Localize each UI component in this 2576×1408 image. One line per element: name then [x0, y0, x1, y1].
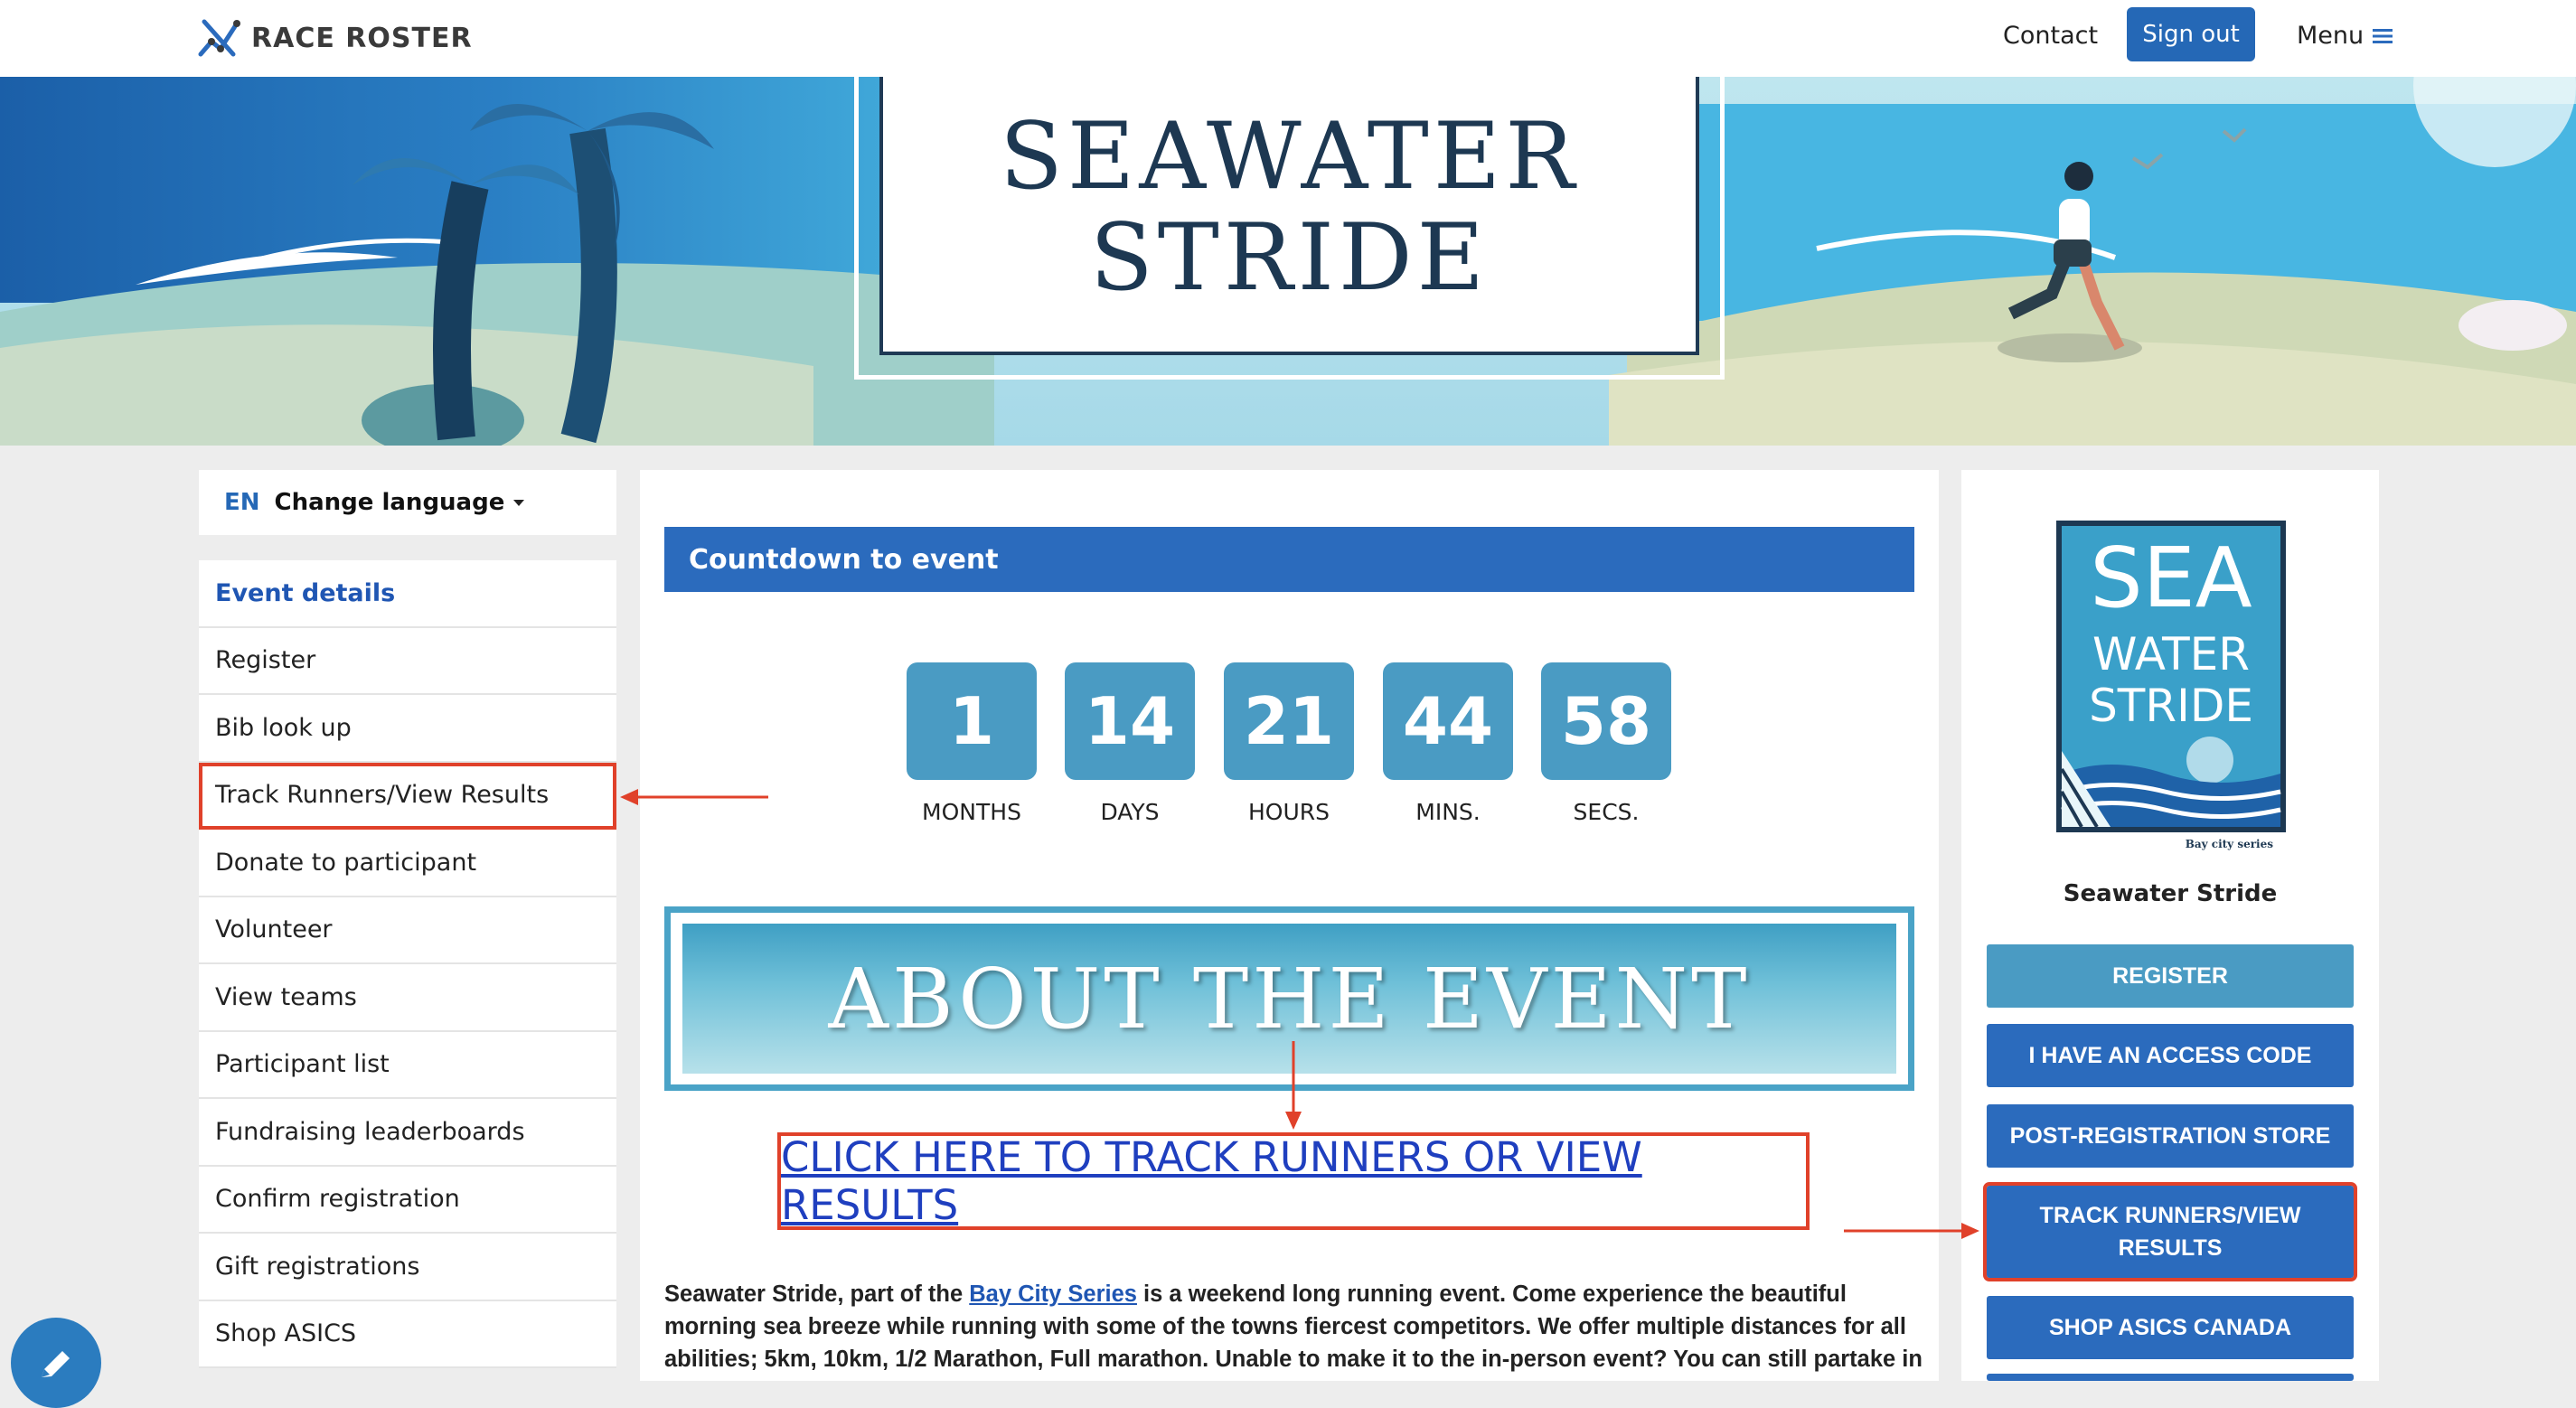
access-code-button[interactable]: I HAVE AN ACCESS CODE: [1987, 1024, 2354, 1087]
sidebar-item-track-runners[interactable]: Track Runners/View Results: [199, 763, 616, 831]
next-button-partial[interactable]: [1987, 1374, 2354, 1381]
logo-tagline: Bay city series: [2185, 838, 2273, 850]
top-navigation: [0, 0, 2576, 77]
hamburger-icon: [2373, 28, 2393, 44]
countdown-secs-value: 58: [1541, 662, 1671, 780]
event-description: [664, 1278, 1925, 1375]
countdown-days-label: DAYS: [1100, 799, 1160, 825]
event-title: [879, 103, 1699, 312]
menu-button[interactable]: [2297, 22, 2393, 50]
about-banner: [682, 924, 1896, 1074]
sidebar-item-event-details[interactable]: Event details: [199, 560, 616, 628]
event-name: Seawater Stride: [2063, 880, 2278, 907]
track-link-highlight: [777, 1132, 1810, 1230]
sidebar-nav: [199, 560, 616, 1368]
sidebar-item-view-teams[interactable]: View teams: [199, 964, 616, 1032]
shop-asics-canada-button[interactable]: SHOP ASICS CANADA: [1987, 1296, 2354, 1359]
countdown-months-value: 1: [907, 662, 1037, 780]
brand-name: RACE ROSTER: [251, 22, 473, 54]
countdown-hours-value: 21: [1224, 662, 1354, 780]
countdown-days-value: 14: [1065, 662, 1195, 780]
post-registration-store-button[interactable]: POST-REGISTRATION STORE: [1987, 1104, 2354, 1168]
sidebar-item-confirm-registration[interactable]: Confirm registration: [199, 1167, 616, 1234]
event-title-line1: SEAWATER: [1000, 103, 1579, 211]
logo-line3: STRIDE: [2089, 680, 2253, 732]
language-label: Change language: [274, 489, 505, 516]
sidebar-item-donate[interactable]: Donate to participant: [199, 830, 616, 897]
menu-label: Menu: [2297, 22, 2364, 50]
sidebar-item-fundraising-leaderboards[interactable]: Fundraising leaderboards: [199, 1099, 616, 1167]
register-button[interactable]: REGISTER: [1987, 944, 2354, 1008]
countdown-months-label: MONTHS: [922, 799, 1021, 825]
countdown-mins-label: MINS.: [1415, 799, 1481, 825]
countdown-mins-value: 44: [1383, 662, 1513, 780]
pencil-icon: [36, 1345, 76, 1385]
bay-city-series-link[interactable]: Bay City Series: [969, 1281, 1137, 1307]
description-body: is a weekend long running event. Come experience the beautiful morning sea breeze while running with some of the towns fiercest competitors. We offer multiple distances for all abilities; 5km, 10km, 1/2 Marathon, Full marathon. Unable to make it to the in-person event? You can still partake in: [664, 1281, 1923, 1372]
sidebar-item-participant-list[interactable]: Participant list: [199, 1032, 616, 1100]
description-intro: Seawater Stride, part of the: [664, 1281, 970, 1307]
about-heading: ABOUT THE EVENT: [828, 950, 1751, 1047]
sidebar-item-register[interactable]: Register: [199, 628, 616, 696]
logo-line2: WATER: [2092, 628, 2250, 681]
logo-line1: SEA: [2090, 530, 2252, 626]
caret-down-icon: [513, 500, 524, 506]
sign-out-button[interactable]: Sign out: [2127, 7, 2255, 61]
edit-floating-button[interactable]: [11, 1318, 101, 1408]
language-selector[interactable]: [199, 470, 616, 535]
sidebar-item-bib-look-up[interactable]: Bib look up: [199, 695, 616, 763]
track-runners-link[interactable]: CLICK HERE TO TRACK RUNNERS OR VIEW RESULTS: [781, 1133, 1642, 1229]
sidebar-item-gift-registrations[interactable]: Gift registrations: [199, 1234, 616, 1301]
countdown-hours-label: HOURS: [1247, 799, 1330, 825]
race-roster-logo-icon: [197, 14, 242, 61]
contact-link[interactable]: Contact: [2003, 22, 2099, 50]
track-runners-button[interactable]: TRACK RUNNERS/VIEW RESULTS: [1987, 1186, 2354, 1278]
event-title-line2: STRIDE: [1089, 204, 1490, 312]
race-roster-logo[interactable]: [197, 14, 473, 61]
countdown-secs-label: SECS.: [1573, 799, 1640, 825]
event-logo: [2056, 521, 2286, 855]
language-code: EN: [224, 489, 260, 516]
sidebar-item-shop-asics[interactable]: Shop ASICS: [199, 1301, 616, 1369]
countdown-heading: Countdown to event: [664, 527, 1914, 592]
sidebar-item-volunteer[interactable]: Volunteer: [199, 897, 616, 965]
